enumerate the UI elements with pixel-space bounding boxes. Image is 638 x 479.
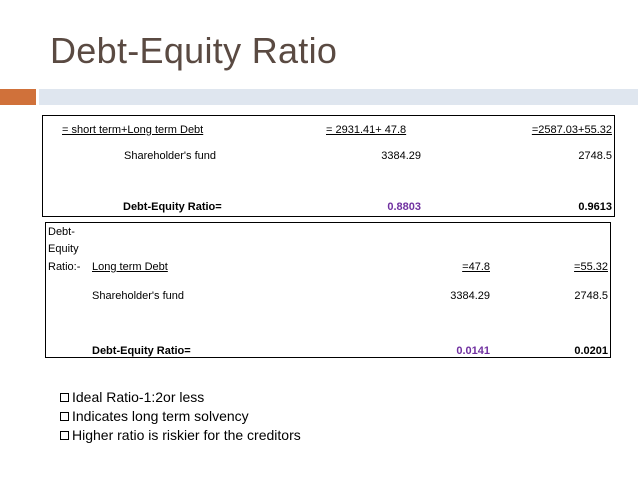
- slide-title: Debt-Equity Ratio: [50, 30, 338, 71]
- accent-block: [0, 89, 36, 105]
- bullet-item: [60, 388, 301, 407]
- table1-row2-col2: 2748.5: [578, 150, 612, 162]
- table1-row3-col1: 0.8803: [387, 201, 421, 213]
- table2-row1-col1: =47.8: [462, 261, 490, 273]
- table1-row2-label: Shareholder's fund: [124, 150, 216, 162]
- accent-bar: [39, 89, 638, 105]
- table2-row2-col2: 2748.5: [574, 290, 608, 302]
- table1-row2-col1: 3384.29: [381, 150, 421, 162]
- table2-row3-col1: 0.0141: [456, 345, 490, 357]
- bullet-item: [60, 426, 301, 445]
- table2-prefix-line3: Ratio:-: [48, 261, 81, 273]
- table2-prefix-line1: Debt-: [48, 226, 75, 238]
- table1-row1-col1: = 2931.41+ 47.8: [326, 124, 407, 136]
- table2-prefix-line2: Equity: [48, 243, 79, 255]
- debt-equity-table-1: [42, 115, 615, 217]
- table1-row1-col2: =2587.03+55.32: [531, 124, 612, 136]
- bullet-text: Indicates long term solvency: [72, 408, 249, 424]
- table2-row1-label: Long term Debt: [92, 261, 168, 273]
- bullet-list: [60, 388, 301, 445]
- table2-row3-col2: 0.0201: [574, 345, 608, 357]
- table2-row2-label: Shareholder's fund: [92, 290, 184, 302]
- table1-row3-label: Debt-Equity Ratio=: [123, 201, 222, 213]
- bullet-text: Ideal Ratio-1:2or less: [72, 389, 205, 405]
- bullet-item: [60, 407, 301, 426]
- bullet-text: Higher ratio is riskier for the creditors: [72, 427, 301, 443]
- table2-row1-col2: =55.32: [574, 261, 608, 273]
- table2-row3-label: Debt-Equity Ratio=: [92, 345, 191, 357]
- checkbox-bullet-icon: [60, 431, 69, 440]
- checkbox-bullet-icon: [60, 393, 69, 402]
- table2-row2-col1: 3384.29: [450, 290, 490, 302]
- checkbox-bullet-icon: [60, 412, 69, 421]
- table1-row1-label: = short term+Long term Debt: [62, 124, 204, 136]
- debt-equity-table-2: [45, 222, 611, 358]
- table1-row3-col2: 0.9613: [578, 201, 612, 213]
